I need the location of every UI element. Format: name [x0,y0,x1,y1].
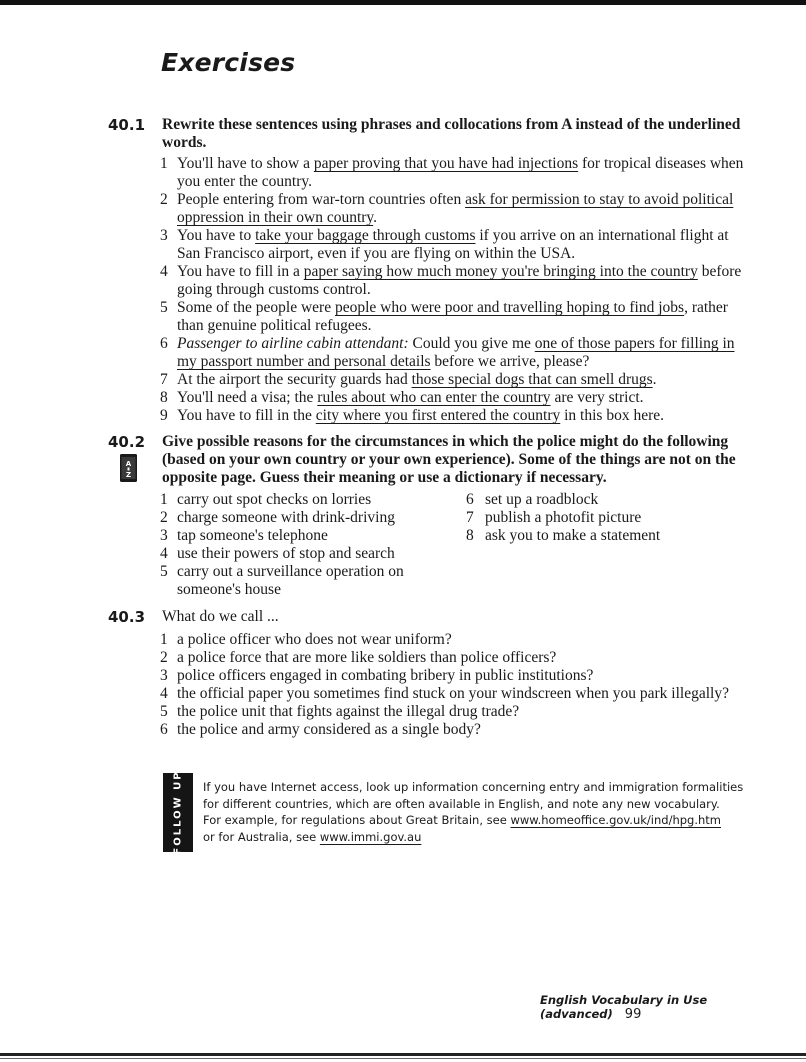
exercise-list-right [466,491,726,545]
exercise-list [160,155,750,425]
a-z-dictionary-icon [118,452,140,484]
list-item: 6 set up a roadblock [466,491,599,508]
follow-up-label: FOLLOW UP [172,770,184,855]
underlined-phrase: paper saying how much money you're bringing into the country [303,263,698,280]
list-item: 5 carry out a surveillance operation on someone's house [160,563,404,598]
follow-up-line: or for Australia, see www.immi.gov.au [203,829,422,844]
underlined-phrase: people who were poor and travelling hoping to find jobs [334,299,685,316]
list-item: 6 Passenger to airline cabin attendant: Could you give me one of those papers for filling in my passport number and personal details before we arrive, please? [160,335,735,370]
follow-up-line: If you have Internet access, look up information concerning entry and immigration formalities for different countries, which are often available in English, and note any new vocabulary. [203,780,744,811]
section-instruction: Rewrite these sentences using phrases and collocations from A instead of the underlined words. [162,116,741,151]
section-number: 40.3 [108,608,146,626]
list-item: 1 carry out spot checks on lorries [160,491,372,508]
list-item: 9 You have to fill in the city where you first entered the country in this box here. [160,407,664,424]
underlined-phrase: paper proving that you have had injections [313,155,579,172]
exercise-list [160,631,750,739]
underlined-phrase: one of those papers for filling in my passport number and personal details [177,335,735,370]
list-item: 4 the official paper you sometimes find stuck on your windscreen when you park illegally? [160,685,729,702]
list-item: 6 the police and army considered as a single body? [160,721,481,738]
top-rule [0,0,806,5]
exercise-list-left [160,491,460,599]
underlined-phrase: rules about who can enter the country [317,389,551,406]
section-number: 40.1 [108,116,146,134]
page-footer [540,993,806,1022]
list-item: 1 a police officer who does not wear uniform? [160,631,452,648]
list-item: 8 You'll need a visa; the rules about who can enter the country are very strict. [160,389,644,406]
list-item: 7 At the airport the security guards had those special dogs that can smell drugs. [160,371,657,388]
list-item: 2 People entering from war-torn countries often ask for permission to stay to avoid political oppression in their own country. [160,191,734,226]
list-item: 2 a police force that are more like soldiers than police officers? [160,649,557,666]
list-item: 3 You have to take your baggage through customs if you arrive on an international flight at San Francisco airport, even if you are flying on within the USA. [160,227,729,262]
bottom-rule [0,1053,806,1056]
list-item: 5 the police unit that fights against the illegal drug trade? [160,703,520,720]
underlined-phrase: city where you first entered the country [315,407,561,424]
list-item: 2 charge someone with drink-driving [160,509,395,526]
section-number: 40.2 [108,433,146,451]
section-instruction: Give possible reasons for the circumstances in which the police might do the following (based on your own country or your own experience). Some of the things are not on the opposite page. Guess their meaning or use a dictionary if necessary. [162,433,736,486]
book-title: English Vocabulary in Use (advanced) [540,993,708,1021]
underlined-phrase: those special dogs that can smell drugs [411,371,653,388]
link-homeoffice[interactable]: www.homeoffice.gov.uk/ind/hpg.htm [510,813,721,827]
list-item: 3 tap someone's telephone [160,527,328,544]
section-instruction: What do we call ... [162,608,279,625]
page-number: 99 [624,1007,642,1022]
svg-text:A: A [125,460,132,468]
list-item: 7 publish a photofit picture [466,509,642,526]
follow-up-tab [163,770,193,855]
underlined-phrase: take your baggage through customs [255,227,476,244]
follow-up-text [203,779,748,845]
page-title: Exercises [161,48,296,77]
list-item: 5 Some of the people were people who were poor and travelling hoping to find jobs, rather than genuine political refugees. [160,299,728,334]
svg-text:Z: Z [125,471,132,479]
list-item: 8 ask you to make a statement [466,527,661,544]
bottom-rule-thin [0,1058,806,1059]
list-item: 4 use their powers of stop and search [160,545,395,562]
list-item: 1 You'll have to show a paper proving that you have had injections for tropical diseases when you enter the country. [160,155,744,190]
link-immi[interactable]: www.immi.gov.au [319,829,422,844]
list-item: 4 You have to fill in a paper saying how much money you're bringing into the country before going through customs control. [160,263,742,298]
follow-up-line: For example, for regulations about Great Britain, see www.homeoffice.gov.uk/ind/hpg.htm [203,813,721,827]
list-item: 3 police officers engaged in combating bribery in public institutions? [160,667,594,684]
underlined-phrase: ask for permission to stay to avoid political oppression in their own country [177,191,734,226]
